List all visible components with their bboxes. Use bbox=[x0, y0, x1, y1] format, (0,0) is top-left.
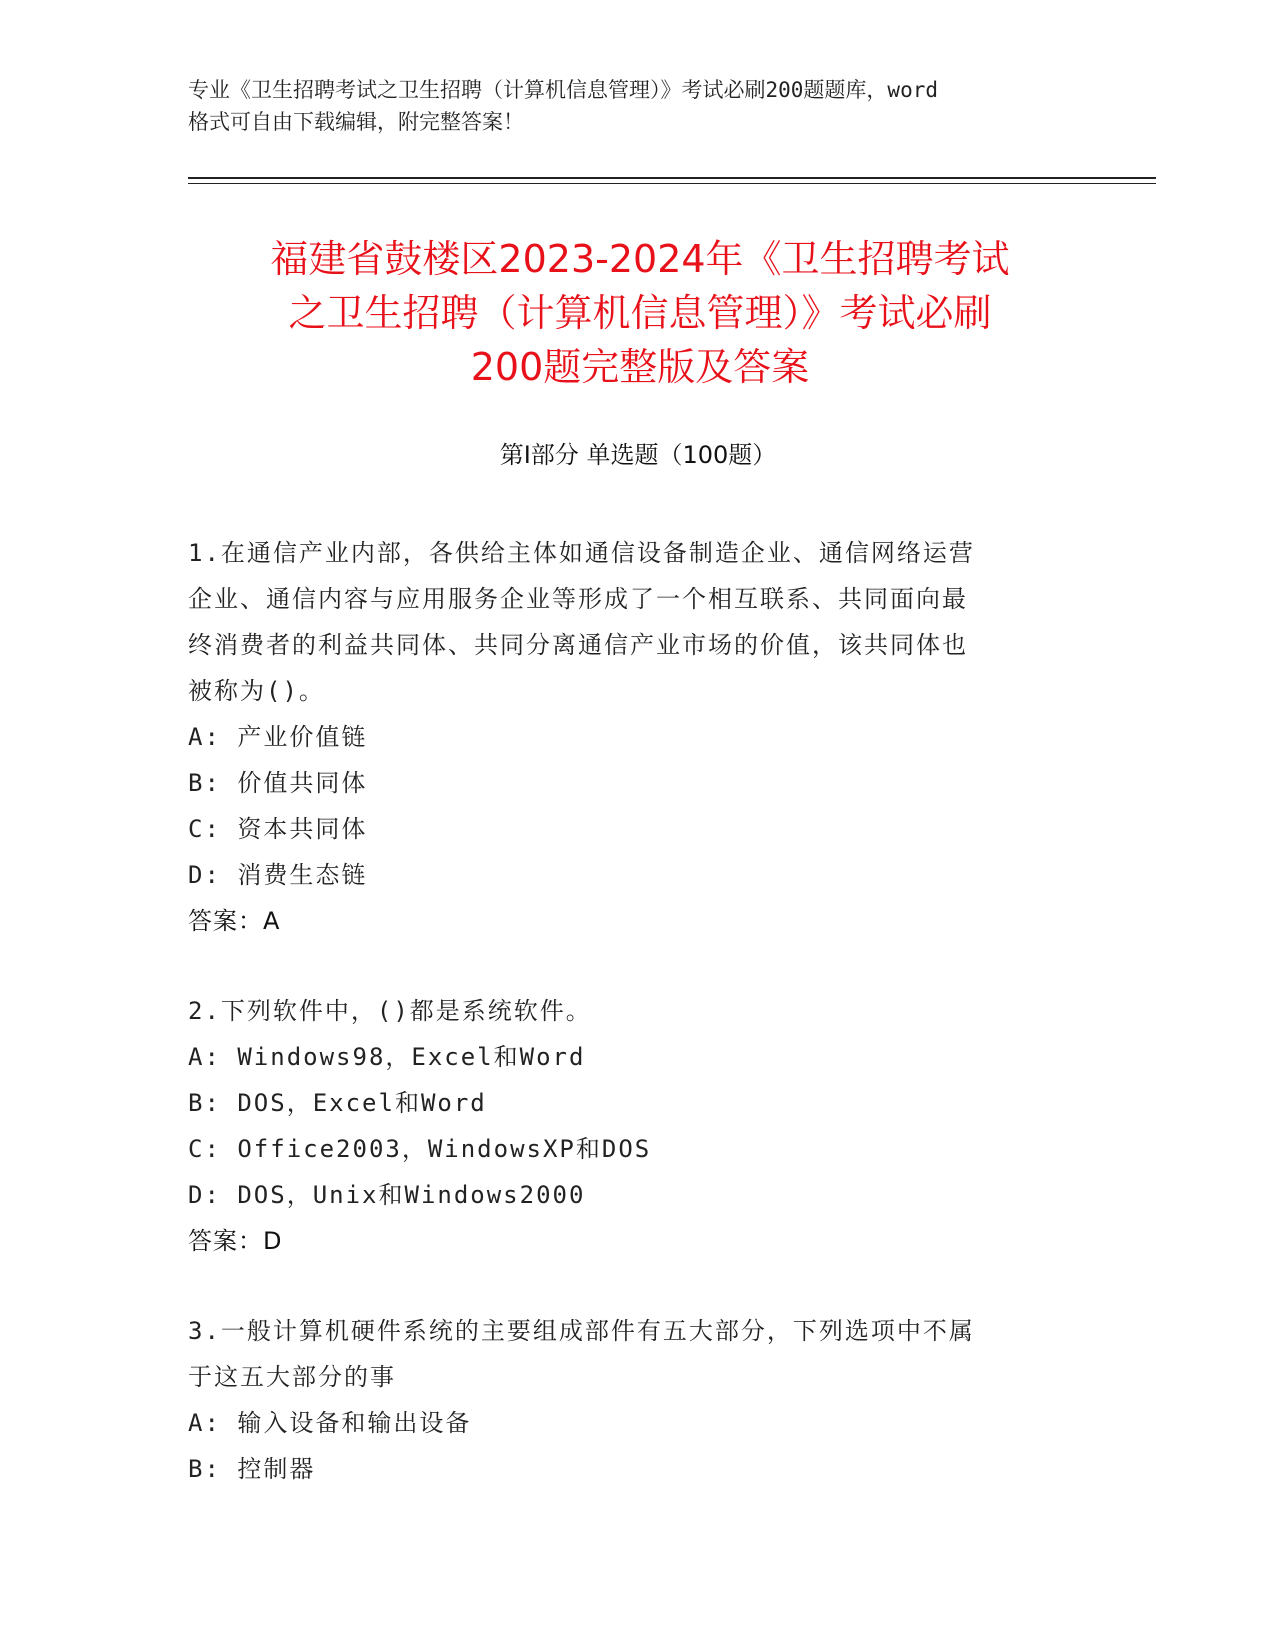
question-1-option-c: C: 资本共同体 bbox=[188, 815, 368, 843]
question-1 bbox=[188, 530, 1068, 944]
question-3-stem-line-2: 于这五大部分的事 bbox=[188, 1363, 396, 1391]
question-3-option-b: B: 控制器 bbox=[188, 1455, 316, 1483]
question-2-option-a: A: Windows98，Excel和Word bbox=[188, 1043, 586, 1071]
header-divider-thin bbox=[188, 183, 1156, 184]
question-1-stem-line-4: 被称为()。 bbox=[188, 677, 325, 705]
question-1-option-d: D: 消费生态链 bbox=[188, 861, 368, 889]
question-2 bbox=[188, 988, 1068, 1264]
section-title: 第Ⅰ部分 单选题（100题） bbox=[499, 441, 777, 469]
header-note bbox=[188, 74, 1088, 138]
header-divider-thick bbox=[188, 177, 1156, 179]
question-1-option-a: A: 产业价值链 bbox=[188, 723, 368, 751]
document-title-line-1: 福建省鼓楼区2023-2024年《卫生招聘考试 bbox=[270, 237, 1010, 281]
question-2-option-c: C: Office2003，WindowsXP和DOS bbox=[188, 1135, 652, 1163]
question-2-option-b: B: DOS，Excel和Word bbox=[188, 1089, 487, 1117]
question-1-stem-line-2: 企业、通信内容与应用服务企业等形成了一个相互联系、共同面向最 bbox=[188, 585, 968, 613]
question-list bbox=[188, 530, 1068, 1536]
question-2-option-d: D: DOS，Unix和Windows2000 bbox=[188, 1181, 586, 1209]
question-3-option-a: A: 输入设备和输出设备 bbox=[188, 1409, 472, 1437]
header-note-line-1: 专业《卫生招聘考试之卫生招聘（计算机信息管理）》考试必刷200题题库，word bbox=[188, 78, 938, 102]
question-1-answer: 答案：A bbox=[188, 907, 281, 935]
question-1-option-b: B: 价值共同体 bbox=[188, 769, 368, 797]
question-1-stem-line-1: 1.在通信产业内部，各供给主体如通信设备制造企业、通信网络运营 bbox=[188, 539, 975, 567]
header-note-line-2: 格式可自由下载编辑，附完整答案！ bbox=[188, 110, 524, 134]
document-title-line-2: 之卫生招聘（计算机信息管理）》考试必刷 bbox=[288, 291, 992, 335]
document-title-line-3: 200题完整版及答案 bbox=[470, 345, 810, 389]
document-title bbox=[180, 232, 1100, 394]
question-2-answer: 答案：D bbox=[188, 1227, 283, 1255]
question-3 bbox=[188, 1308, 1068, 1492]
question-2-stem-line-1: 2.下列软件中，()都是系统软件。 bbox=[188, 997, 592, 1025]
question-3-stem-line-1: 3.一般计算机硬件系统的主要组成部件有五大部分，下列选项中不属 bbox=[188, 1317, 975, 1345]
question-1-stem-line-3: 终消费者的利益共同体、共同分离通信产业市场的价值，该共同体也 bbox=[188, 631, 968, 659]
